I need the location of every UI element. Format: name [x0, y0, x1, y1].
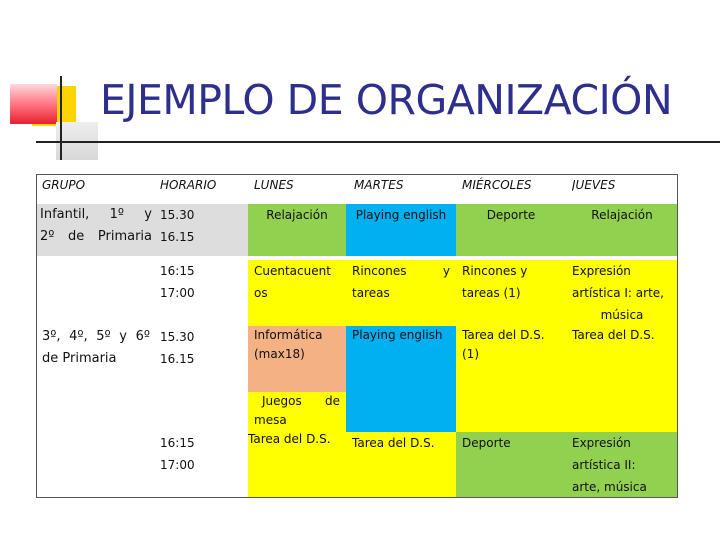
cell-r2-lunes [248, 260, 346, 326]
decorative-vertical-line [60, 76, 62, 160]
title-underline [36, 141, 720, 143]
cell-line: tareas (1) [462, 286, 521, 300]
group-1-line-2: 2º de Primaria [40, 229, 152, 244]
group-3-6-primaria [36, 326, 156, 374]
cell-r4-martes: Tarea del D.S. [346, 432, 456, 498]
time-end: 17:00 [160, 458, 195, 472]
cell-line: artística I: arte, [572, 286, 664, 300]
cell-line: Expresión [572, 436, 631, 450]
cell-line: Tarea del D.S. [248, 432, 331, 446]
cell-line: arte, música [572, 480, 647, 494]
cell-r1-martes: Playing english [346, 204, 456, 256]
cell-word: y [442, 264, 450, 278]
cell-r4-jueves [566, 432, 678, 498]
time-end: 16.15 [160, 230, 195, 244]
cell-line: artística II: [572, 458, 636, 472]
time-slot-2 [156, 260, 248, 308]
cell-r3-lunes [248, 326, 346, 392]
cell-r1-jueves: Relajación [566, 204, 678, 256]
cell-r4-lunes [248, 392, 346, 498]
cell-r2-jueves [566, 260, 678, 326]
cell-line: Tarea del D.S. [462, 328, 545, 342]
cell-line: Rincones y [462, 264, 528, 278]
group-2-line-1: 3º, 4º, 5º y 6º [42, 329, 150, 344]
time-slot-4 [156, 432, 248, 480]
time-start: 16:15 [160, 264, 195, 278]
cell-r3-jueves: Tarea del D.S. [566, 326, 678, 432]
slide-title: EJEMPLO DE ORGANIZACIÓN [100, 76, 673, 124]
cell-r1-lunes: Relajación [248, 204, 346, 256]
decorative-red-square [10, 84, 57, 124]
time-start: 16:15 [160, 436, 195, 450]
time-end: 17:00 [160, 286, 195, 300]
header-jueves: JUEVES [572, 178, 616, 192]
cell-line [352, 260, 450, 282]
cell-r2-miercoles [456, 260, 566, 326]
time-slot-3 [156, 326, 248, 374]
cell-r2-martes [346, 260, 456, 326]
time-end: 16.15 [160, 352, 195, 366]
header-horario: HORARIO [160, 178, 217, 192]
cell-line: (max18) [254, 347, 305, 361]
header-lunes: LUNES [254, 178, 294, 192]
cell-word: Rincones [352, 264, 407, 278]
cell-r3-martes: Playing english [346, 326, 456, 432]
time-start: 15.30 [160, 208, 195, 222]
cell-line: Informática [254, 328, 323, 342]
time-slot-1 [156, 204, 248, 256]
header-miercoles: MIÉRCOLES [462, 178, 532, 192]
cell-line: mesa [254, 413, 287, 427]
cell-line: Cuentacuent [254, 264, 331, 278]
time-start: 15.30 [160, 330, 195, 344]
cell-line: os [254, 286, 268, 300]
header-martes: MARTES [354, 178, 404, 192]
group-2-line-2: de Primaria [42, 351, 117, 366]
cell-line: Expresión [572, 264, 631, 278]
cell-line: Juegos de [262, 394, 340, 408]
cell-line: (1) [462, 347, 479, 361]
cell-r1-miercoles: Deporte [456, 204, 566, 256]
cell-r4-miercoles: Deporte [456, 432, 566, 498]
cell-r3-miercoles [456, 326, 566, 432]
group-1-line-1: Infantil, 1º y [40, 207, 152, 222]
cell-line: música [600, 308, 644, 322]
cell-line: tareas [352, 286, 390, 300]
group-infantil-primaria [36, 204, 156, 256]
header-grupo: GRUPO [42, 178, 86, 192]
